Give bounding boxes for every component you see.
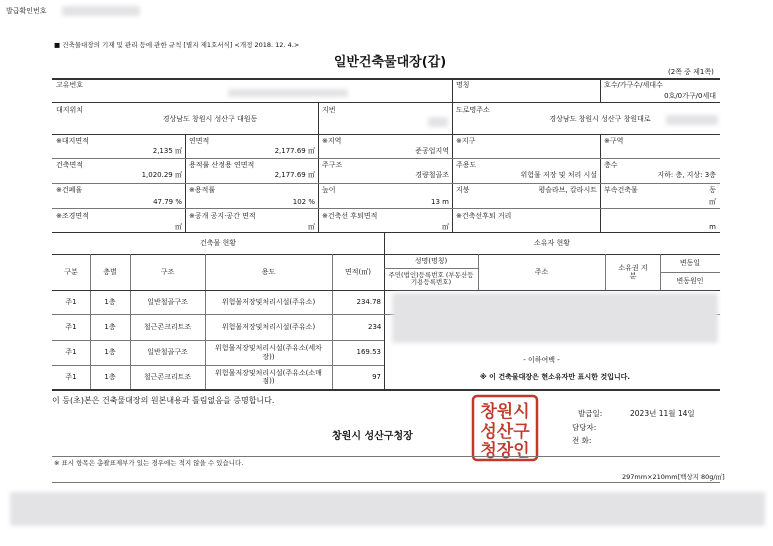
lot-number-label: 지번 <box>322 106 336 114</box>
zone-label: ※지역 <box>322 137 342 145</box>
units-value: 0호/0가구/0세대 <box>664 92 716 100</box>
owner-info-redacted <box>392 293 718 343</box>
far-floor-area-value: 2,177.69 ㎡ <box>274 171 315 179</box>
table-row <box>52 365 384 389</box>
row-structure: 일반철골구조 <box>147 297 188 306</box>
floors-label: 층수 <box>604 161 618 169</box>
row-area: 234 <box>368 322 382 331</box>
row-type: 주1 <box>65 322 77 331</box>
setback-area-label: ※건축선 후퇴면적 <box>322 212 378 220</box>
frame-bottom <box>52 389 720 391</box>
unique-no-label: 고유번호 <box>56 81 84 89</box>
main-structure-label: 주구조 <box>322 161 343 169</box>
open-space-unit: ㎡ <box>308 223 315 231</box>
row-area: 97 <box>372 372 381 381</box>
end-of-list-mark: - 이하여백 - <box>523 356 560 364</box>
change-date-header: 변동일 <box>679 258 701 267</box>
zone-value: 준공업지역 <box>415 147 449 155</box>
far-floor-area-label: 용적률 산정용 연면적 <box>189 161 255 169</box>
owner-address-header: 주소 <box>534 267 549 276</box>
owner-status-title: 소유자 현황 <box>533 238 571 247</box>
row-floor: 1층 <box>104 297 116 306</box>
lot-number-redacted <box>428 117 448 127</box>
main-use-value: 위험물 저장 및 처리 시설 <box>520 171 597 179</box>
units-label: 호수/가구수/세대수 <box>604 81 663 89</box>
row-floor: 1층 <box>104 372 116 381</box>
col-area-header: 면적(㎡) <box>345 267 371 276</box>
main-structure-value: 경량철골조 <box>415 171 449 179</box>
far-value: 102 % <box>292 198 315 206</box>
setback-distance-unit: m <box>709 223 716 231</box>
bcr-value: 47.79 % <box>153 198 182 206</box>
floors-value: 지하: 층, 지상: 3층 <box>657 171 716 179</box>
floor-area-value: 2,177.69 ㎡ <box>274 147 315 155</box>
table-row <box>52 290 384 314</box>
phone-label: 전 화: <box>572 436 592 445</box>
height-value: 13 m <box>431 198 449 206</box>
issue-number-label: 발급확인번호 <box>6 7 47 15</box>
row-structure: 철근콘크리트조 <box>143 372 192 381</box>
issuer-name: 창원시 성산구청장 <box>332 431 413 442</box>
row-type: 주1 <box>65 297 77 306</box>
issue-date-value: 2023년 11월 14일 <box>630 409 695 418</box>
site-area-value: 2,135 ㎡ <box>152 147 182 155</box>
row-floor: 1층 <box>104 322 116 331</box>
site-location-label: 대지위치 <box>56 106 84 114</box>
building-status-title: 건축물 현황 <box>199 238 237 247</box>
col-structure-header: 구조 <box>160 267 175 276</box>
col-type-header: 구분 <box>64 267 78 276</box>
row-use: 위험물저장및처리시설(주유소) <box>221 297 316 306</box>
col-floor-header: 층별 <box>103 267 117 276</box>
building-area-label: 건축면적 <box>56 161 84 169</box>
site-area-label: ※대지면적 <box>56 137 89 145</box>
row-type: 주1 <box>65 348 77 357</box>
annex-label: 부속건축물 <box>604 186 638 194</box>
roof-label: 지붕 <box>456 186 470 194</box>
main-use-label: 주용도 <box>456 161 477 169</box>
row-floor: 1층 <box>104 348 116 357</box>
certify-text: 이 등(초)본은 건축물대장의 원본내용과 틀림없음을 증명합니다. <box>52 396 275 405</box>
annex-area-unit: ㎡ <box>709 198 716 206</box>
district-label: ※지구 <box>456 137 476 145</box>
building-area-value: 1,020.29 ㎡ <box>141 171 182 179</box>
road-address-value: 경상남도 창원시 성산구 창원대로 <box>549 115 651 123</box>
row-use: 위험물저장및처리시설(주유소) <box>221 322 316 331</box>
open-space-label: ※공개 공지·공간 면적 <box>189 212 256 220</box>
setback-distance-label: ※건축선후퇴 거리 <box>456 212 512 220</box>
paper-spec: 297mm×210mm[백상지 80g/㎡] <box>622 473 725 481</box>
owner-notice: ※ 이 건축물대장은 현소유자만 표시한 것입니다. <box>479 373 631 381</box>
official-seal <box>470 393 540 463</box>
setback-area-unit: ㎡ <box>442 223 449 231</box>
frame-top <box>52 78 720 80</box>
footnote: ※ 표시 항목은 총괄표제부가 있는 경우에는 적지 않을 수 있습니다. <box>54 459 244 467</box>
owner-id-header: 주민(법인)등록번호 (부동산등기용등록번호) <box>388 270 474 286</box>
name-label: 명칭 <box>456 81 470 89</box>
row-use: 위험물저장및처리시설(주유소(소매점)) <box>215 368 322 385</box>
site-location-value: 경상남도 창원시 성산구 대원동 <box>162 115 258 123</box>
issue-date-label: 발급일: <box>578 409 603 418</box>
floor-area-label: 연면적 <box>189 137 210 145</box>
regulation-note: ■ 건축물대장의 기재 및 관리 등에 관한 규칙 [별지 제1호서식] <개정 2018. 12. 4.> <box>54 41 300 49</box>
table-row <box>52 314 384 340</box>
roof-value: 평슬라브, 칼라시트 <box>538 186 597 194</box>
bcr-label: ※건폐율 <box>56 186 83 194</box>
change-cause-header: 변동원인 <box>676 276 704 285</box>
svg-text:성산구: 성산구 <box>480 422 530 442</box>
annex-count-unit: 동 <box>709 186 716 194</box>
officer-label: 담당자: <box>572 423 597 432</box>
row-type: 주1 <box>65 372 77 381</box>
unique-no-redacted <box>228 89 348 97</box>
svg-text:청장인: 청장인 <box>480 441 530 461</box>
road-address-label: 도로명주소 <box>456 106 490 114</box>
landscape-label: ※조경면적 <box>56 212 89 220</box>
svg-text:창원시: 창원시 <box>480 402 530 422</box>
table-row <box>52 340 384 365</box>
bottom-redacted-band <box>10 492 765 526</box>
sector-label: ※구역 <box>604 137 624 145</box>
issue-number-redacted <box>62 6 140 16</box>
owner-name-header: 성명(명칭) <box>414 256 448 265</box>
row-structure: 일반철골구조 <box>147 348 188 357</box>
page-title: 일반건축물대장(갑) <box>333 55 447 70</box>
row-area: 234.78 <box>356 297 381 306</box>
far-label: ※용적률 <box>189 186 216 194</box>
landscape-unit: ㎡ <box>175 223 182 231</box>
row-area: 169.53 <box>356 348 381 357</box>
col-use-header: 용도 <box>261 267 276 276</box>
height-label: 높이 <box>322 186 336 194</box>
official-seal-icon <box>470 393 540 463</box>
road-address-redacted <box>666 115 718 125</box>
owner-share-header: 소유권 지분 <box>618 263 648 280</box>
row-structure: 철근콘크리트조 <box>143 322 192 331</box>
page-info: (2쪽 중 제1쪽) <box>668 68 714 76</box>
row-use: 위험물저장및처리시설(주유소(세차장)) <box>215 344 322 361</box>
